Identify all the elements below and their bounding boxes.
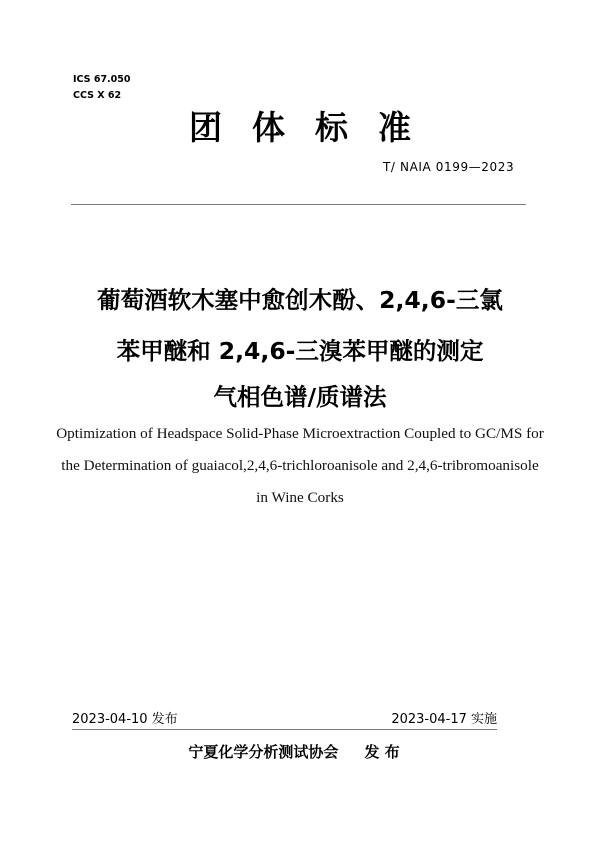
- publisher-line: [0, 742, 600, 762]
- document-type-heading: 团体标准: [189, 108, 441, 147]
- publisher-name: 宁夏化学分析测试协会: [188, 743, 339, 761]
- classification-codes: [73, 72, 131, 104]
- standard-number: T/ NAIA 0199—2023: [383, 160, 515, 174]
- issue-date: 2023-04-10 发布: [72, 712, 178, 727]
- implementation-date: 2023-04-17 实施: [391, 712, 497, 727]
- title-cn-line-3: 气相色谱/质谱法: [213, 383, 387, 411]
- title-cn-line-2: 苯甲醚和 2,4,6-三溴苯甲醚的测定: [116, 337, 484, 365]
- ics-code: ICS 67.050: [73, 74, 131, 85]
- title-en-line-3: in Wine Corks: [256, 489, 344, 506]
- header-divider: [71, 204, 526, 205]
- publisher-action: 发 布: [364, 743, 400, 761]
- title-en-line-2: the Determination of guaiacol,2,4,6-trichloroanisole and 2,4,6-tribromoanisole: [61, 457, 539, 474]
- title-cn-line-1: 葡萄酒软木塞中愈创木酚、2,4,6-三氯: [97, 286, 503, 314]
- ccs-code: CCS X 62: [73, 90, 122, 101]
- date-row: [72, 711, 497, 730]
- title-en-line-1: Optimization of Headspace Solid-Phase Microextraction Coupled to GC/MS for: [56, 425, 544, 442]
